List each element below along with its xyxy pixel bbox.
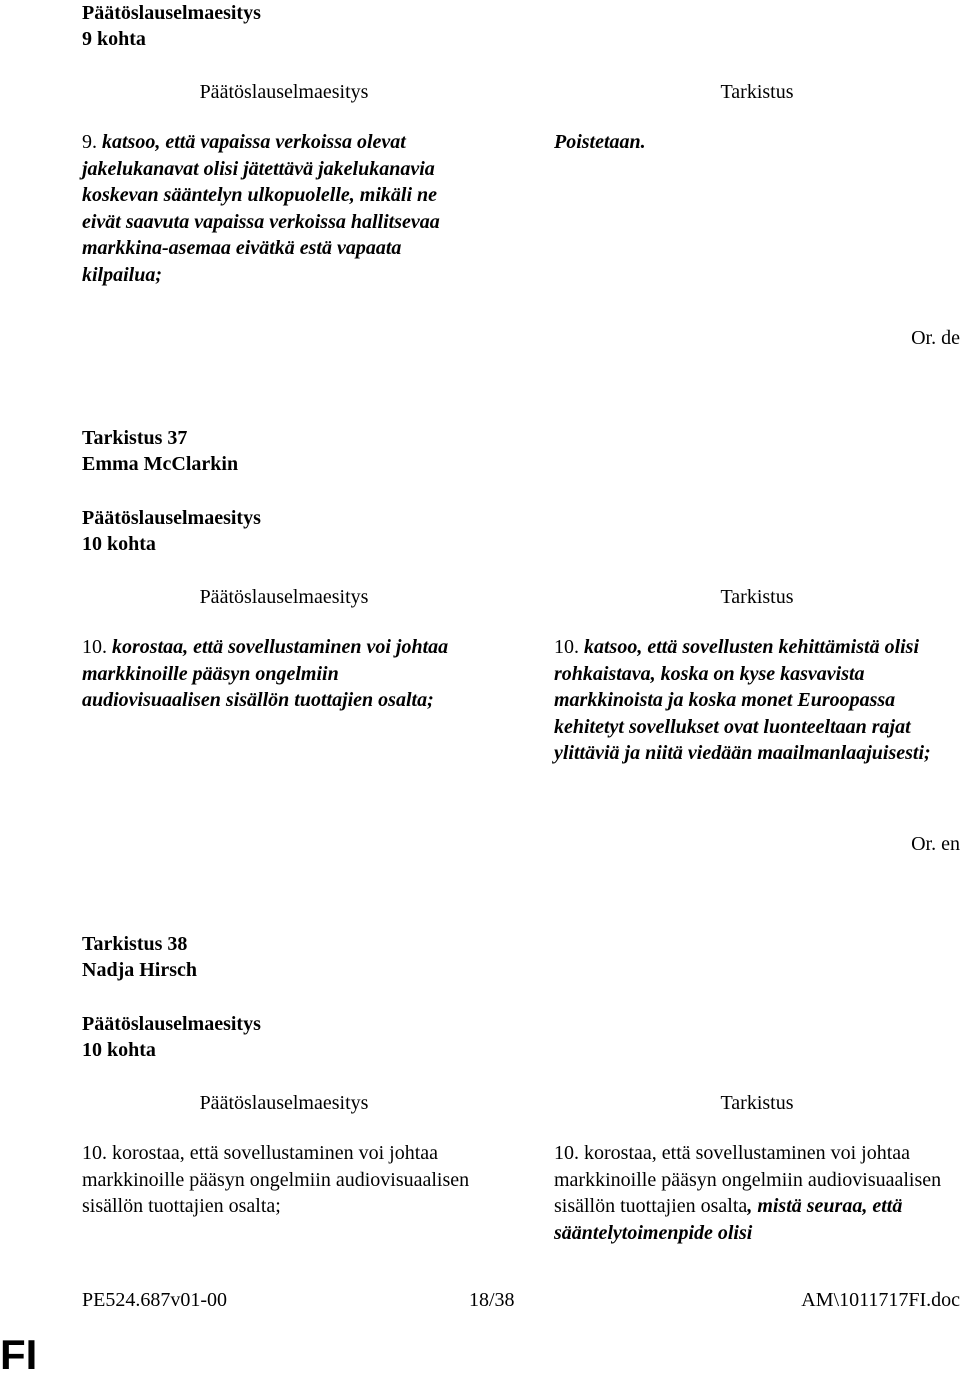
amendment-heading: Päätöslauselmaesitys [82, 507, 261, 529]
amendment-kohta: 10 kohta [82, 1039, 156, 1061]
right-column-label: Tarkistus [720, 81, 794, 103]
original-text [82, 1140, 482, 1220]
origin-language: Or. de [911, 327, 960, 349]
section-kohta: 9 kohta [82, 28, 146, 50]
footer-page-number: 18/38 [469, 1289, 515, 1311]
deleted-marker: Poistetaan. [554, 131, 646, 153]
footer-document-id: AM\1011717FI.doc [801, 1289, 960, 1311]
footer-reference: PE524.687v01-00 [82, 1289, 227, 1311]
paragraph-number: 9. [82, 131, 97, 153]
amendment-title: Tarkistus 38 [82, 933, 188, 955]
origin-language: Or. en [911, 833, 960, 855]
section-heading: Päätöslauselmaesitys [82, 2, 261, 24]
left-column-label: Päätöslauselmaesitys [199, 1092, 369, 1114]
amended-text [554, 1140, 960, 1246]
added-text: , mistä seuraa, että sääntelytoimenpide olisi [554, 1195, 903, 1244]
changed-text: korostaa, että sovellustaminen voi johtaa markkinoille pääsyn ongelmiin audiovisuaalisen sisällön tuottajien osalta; [82, 636, 449, 711]
right-column-label: Tarkistus [720, 586, 794, 608]
original-text [82, 129, 472, 288]
original-text [82, 634, 462, 714]
language-code: FI [0, 1331, 38, 1378]
amended-text [554, 634, 959, 767]
amendment-author: Nadja Hirsch [82, 959, 197, 981]
paragraph-text: 10. korostaa, että sovellustaminen voi johtaa markkinoille pääsyn ongelmiin audiovisuaalisen sisällön tuottajien osalta [554, 1142, 942, 1217]
changed-text: katsoo, että sovellusten kehittämistä olisi rohkaistava, koska on kyse kasvavista markkinoista ja koska monet Euroopassa kehitetyt sovellukset ovat luonteeltaan rajat ylittäviä ja niitä viedään maailmanlaajuisesti; [554, 636, 931, 764]
paragraph-number: 10. [82, 636, 107, 658]
amendment-heading: Päätöslauselmaesitys [82, 1013, 261, 1035]
deleted-text: katsoo, että vapaissa verkoissa olevat jakelukanavat olisi jätettävä jakelukanavia koskevan sääntelyn ulkopuolelle, mikäli ne eivät saavuta vapaissa verkoissa hallitsevaa markkina-asemaa eivätkä estä vapaata kilpailua; [82, 131, 440, 286]
amended-text [554, 129, 954, 156]
paragraph-number: 10. [554, 636, 579, 658]
amendment-author: Emma McClarkin [82, 453, 239, 475]
left-column-label: Päätöslauselmaesitys [199, 586, 369, 608]
right-column-label: Tarkistus [720, 1092, 794, 1114]
left-column-label: Päätöslauselmaesitys [199, 81, 369, 103]
amendment-title: Tarkistus 37 [82, 427, 188, 449]
amendment-kohta: 10 kohta [82, 533, 156, 555]
paragraph-text: 10. korostaa, että sovellustaminen voi johtaa markkinoille pääsyn ongelmiin audiovisuaalisen sisällön tuottajien osalta; [82, 1142, 470, 1217]
